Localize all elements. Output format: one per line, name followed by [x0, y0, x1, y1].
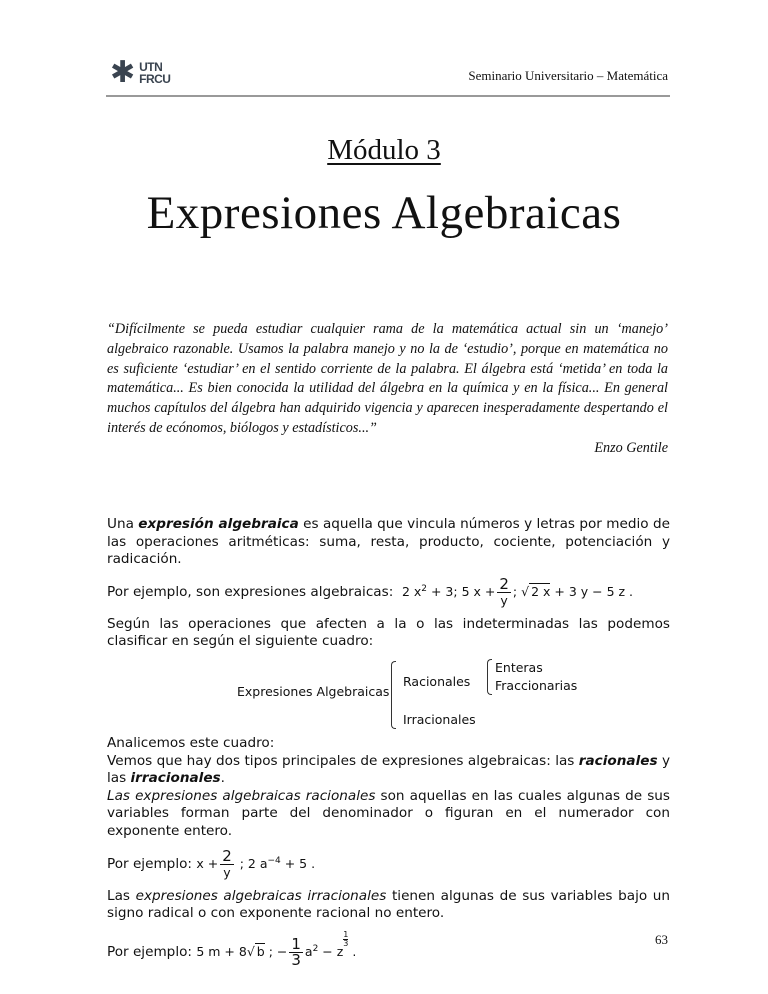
m: −4 — [267, 855, 281, 866]
paragraph — [107, 888, 670, 923]
m: 2 — [312, 943, 319, 954]
math-expression: 2 $x^2 + 3$; 5 x + $\frac{2}{y}$ ; √ 2 x + 3 y − 5 z . — [401, 574, 634, 608]
m: y — [500, 592, 508, 608]
m: 2 — [499, 574, 509, 593]
math-expression: 5 m + 8√ b ; − $\frac{1}{3}$ $a^2 - z$ $^{\frac{1}{3}}$ . — [196, 929, 357, 969]
text: tienen algunas de sus variables bajo un signo radical o con exponente racional no entero. — [107, 887, 670, 922]
quote-author: Enzo Gentile — [594, 439, 668, 456]
m: 2 x — [401, 583, 422, 599]
text: son aquellas en las cuales algunas de sus variables forman parte del denominador o figuran en el numerador con exponente entero. — [107, 787, 671, 839]
text: Las — [107, 887, 136, 904]
m: − z — [318, 943, 344, 959]
utn-frcu-logo — [110, 55, 171, 90]
m: + 3 y − 5 z . — [550, 583, 634, 599]
diagram-root: Expresiones Algebraicas — [237, 683, 390, 699]
m: 2 — [222, 846, 232, 865]
paragraph: Analicemos este cuadro: — [107, 734, 275, 751]
m: . — [348, 943, 357, 959]
text: Por ejemplo: — [107, 943, 192, 960]
paragraph-definition — [107, 516, 670, 569]
chapter-title: Expresiones Algebraicas — [146, 187, 622, 239]
m: + 5 . — [280, 855, 316, 871]
fraction — [497, 574, 511, 608]
m: 5 m + 8 — [196, 943, 247, 959]
diagram-enteras: Enteras — [495, 659, 543, 675]
m: 2 — [421, 583, 428, 594]
m: y — [223, 864, 231, 880]
text: Una — [107, 516, 139, 532]
m: 1 — [343, 929, 349, 939]
term: irracionales — [130, 770, 221, 787]
diagram-fraccionarias: Fraccionarias — [495, 677, 578, 693]
m: x + — [196, 855, 219, 871]
brace — [487, 659, 492, 695]
m: ; 2 a — [235, 855, 268, 871]
m: + 3; 5 x + — [427, 583, 496, 599]
m: ; — [512, 583, 518, 599]
fraction — [220, 846, 234, 880]
epigraph — [107, 320, 668, 459]
term: racionales — [578, 752, 658, 769]
quote-text: “Difícilmente se pueda estudiar cualquier rama de la matemática actual sin un ‘manejo’ algebraico razonable. Usamos la palabra manejo y no la de ‘estudio’, porque en matemática no es suficiente ‘estudiar’ en el sentido corriente de la palabra. El álgebra está ‘metida’ en toda la matemática... Es bien conocida la utilidad del álgebra en la química y en la física... En general muchos capítulos del álgebra han adquirido vigencia y aparecen inesperadamente despertando el interés de ecónomos, biólogos y estadísticos...” — [107, 321, 668, 436]
m: ; − — [264, 943, 288, 959]
utn-emblem-icon: ✱ — [110, 55, 136, 90]
term: expresiones algebraicas irracionales — [135, 887, 387, 904]
module-label: Módulo 3 — [327, 134, 441, 166]
module-heading — [0, 134, 768, 167]
m: 3 — [291, 950, 301, 969]
text: Por ejemplo: — [107, 855, 192, 872]
text: es aquella que vincula números y letras por medio de las operaciones aritméticas: suma, resta, producto, cociente, potenciación y radicación. — [107, 516, 670, 568]
fraction — [289, 934, 303, 969]
text: . — [220, 770, 225, 787]
paragraph — [107, 753, 670, 788]
diagram-racionales: Racionales — [403, 673, 471, 689]
brace — [391, 661, 396, 729]
diagram-irracionales: Irracionales — [403, 711, 476, 727]
sqrt-radicand: b — [256, 943, 265, 959]
running-header: Seminario Universitario – Matemática — [468, 68, 668, 83]
paragraph — [107, 788, 670, 841]
m: a — [304, 943, 313, 959]
paragraph: Según las operaciones que afecten a la o las indeterminadas las podemos clasificar en según el siguiente cuadro: — [107, 615, 670, 650]
paragraph-example — [107, 574, 670, 608]
paragraph-example — [107, 846, 670, 880]
paragraph-example — [107, 931, 670, 968]
term: expresión algebraica — [138, 516, 299, 532]
sqrt-radicand: 2 x — [531, 583, 551, 599]
page-number: 63 — [655, 932, 668, 947]
term: Las expresiones algebraicas racionales — [107, 787, 376, 804]
math-expression — [196, 846, 316, 880]
classification-diagram — [107, 657, 670, 731]
header-rule — [106, 95, 670, 97]
logo-text-bottom: FRCU — [139, 72, 171, 86]
text: Vemos que hay dos tipos principales de expresiones algebraicas: las — [107, 752, 579, 769]
m: 3 — [343, 938, 349, 948]
text: Por ejemplo, son expresiones algebraicas: — [107, 583, 394, 600]
logo-text-top: UTN — [139, 60, 163, 74]
body-text — [107, 516, 670, 968]
m: 1 — [291, 934, 301, 953]
text: y las — [107, 752, 670, 787]
